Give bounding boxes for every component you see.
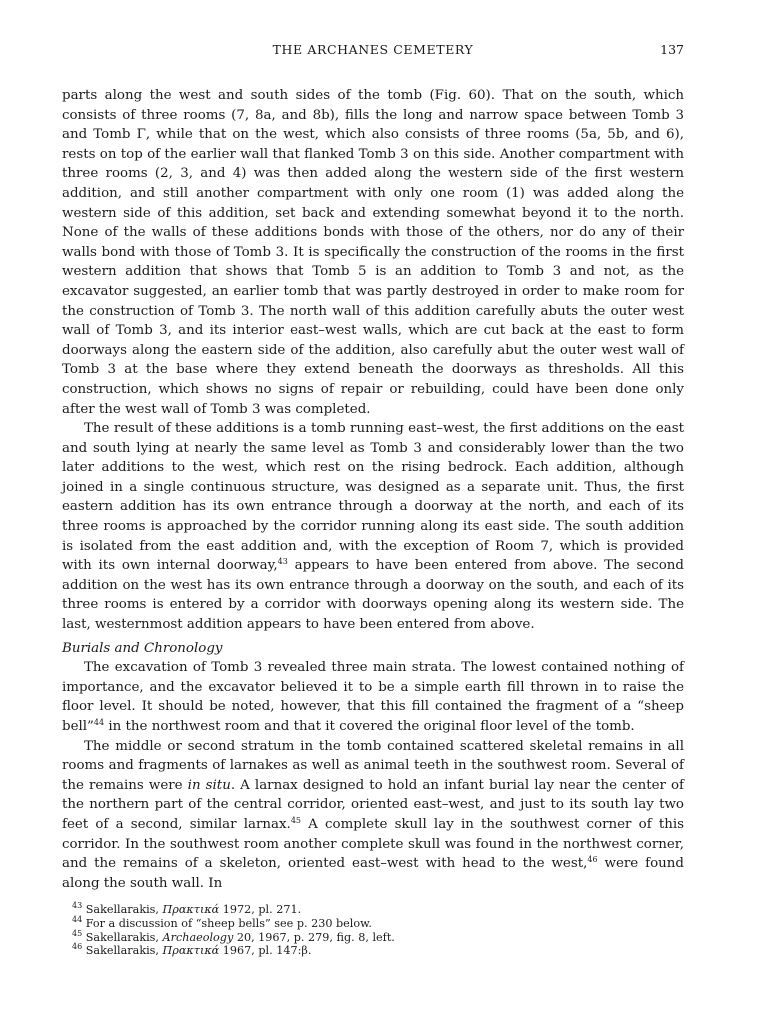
footnote-ref-45[interactable]: 45 xyxy=(290,815,301,825)
section-heading: Burials and Chronology xyxy=(62,640,223,656)
paragraph-2-text-b: appears to have been entered from above. The second addition on the west has its own entrance through a doorway on the south, and each of its three rooms is entered by a corridor with doorways opening along its western side. The last, westernmost addition appears to have been entered from above. xyxy=(62,558,685,633)
footnote-text: 1972, pl. 271. xyxy=(219,903,302,917)
paragraph-3 xyxy=(62,658,684,736)
paragraph-3-text-a: The excavation of Tomb 3 revealed three main strata. The lowest contained nothing of importance, and the excavator believed it to be a simple earth fill thrown in to raise the floor level. It should be noted, however, that this fill contained the fragment of a “sheep bell” xyxy=(62,660,684,734)
footnote-text: 1967, pl. 147:β. xyxy=(219,944,312,958)
footnote-text: 20, 1967, p. 279, fig. 8, left. xyxy=(233,930,395,944)
footnote-45 xyxy=(62,928,684,945)
footnote-43 xyxy=(62,903,684,917)
running-header xyxy=(62,40,684,62)
paragraph-4-text-a: The middle or second stratum in the tomb contained scattered skeletal remains in all rooms and fragments of larnakes as well as animal teeth in the southwest room. Several of the remains were xyxy=(62,738,684,793)
running-title: THE ARCHANES CEMETERY xyxy=(272,42,474,57)
paragraph-4-text-b: . A larnax designed to hold an infant burial lay near the center of the northern part of the central corridor, oriented east–west, and just to its south lay two feet of a second, similar larnax. xyxy=(62,777,684,832)
page-number: 137 xyxy=(660,42,684,57)
footnote-46 xyxy=(62,944,684,958)
footnotes xyxy=(62,903,684,957)
footnote-text: For a discussion of “sheep bells” see p. 230 below. xyxy=(82,916,372,930)
paragraph-2-text-a: The result of these additions is a tomb running east–west, the first additions on the east and south lying at nearly the same level as Tomb 3 and considerably lower than the two later additions to the west, which rest on the rising bedrock. Each addition, although joined in a single continuous structure, was designed as a separate unit. Thus, the first eastern addition has its own entrance through a doorway at the north, and each of its three rooms is approached by the corridor running along its east side. The south addition is isolated from the east addition and, with the exception of Room 7, which is provided with its own internal doorway, xyxy=(62,421,684,574)
footnote-text: Sakellarakis, xyxy=(82,903,163,917)
book-page xyxy=(62,40,684,958)
footnote-number: 45 xyxy=(72,928,83,938)
body-text xyxy=(62,86,684,893)
paragraph-4-text-d: were found along the south wall. In xyxy=(62,856,684,891)
paragraph-4-text-c: A complete skull lay in the southwest corner of this corridor. In the southwest room another complete skull was found in the northwest corner, and the remains of a skeleton, oriented east–west with head to the west, xyxy=(62,816,684,872)
footnote-italic: Πρακτικά xyxy=(162,903,220,917)
footnote-number: 46 xyxy=(72,942,83,952)
footnote-ref-44[interactable]: 44 xyxy=(93,718,105,727)
footnote-ref-46[interactable]: 46 xyxy=(587,855,598,865)
paragraph-4 xyxy=(62,737,684,894)
footnote-italic: Πρακτικά xyxy=(162,944,220,958)
paragraph-2 xyxy=(62,419,684,635)
paragraph-3-text-b: in the northwest room and that it covered the original floor level of the tomb. xyxy=(104,719,635,734)
footnote-number: 44 xyxy=(72,914,83,924)
footnote-ref-43[interactable]: 43 xyxy=(277,557,288,567)
footnote-text: Sakellarakis, xyxy=(82,930,163,944)
footnote-text: Sakellarakis, xyxy=(82,944,163,958)
paragraph-1: parts along the west and south sides of the tomb (Fig. 60). That on the south, which consists of three rooms (7, 8a, and 8b), fills the long and narrow space between Tomb 3 and Tomb Γ, while that on the west, which also consists of three rooms (5a, 5b, and 6), rests on top of the earlier wall that flanked Tomb 3 on this side. Another compartment with three rooms (2, 3, and 4) was then added along the western side of the first western addition, and still another compartment with only one room (1) was added along the western side of this addition, set back and extending somewhat beyond it to the north. None of the walls of these additions bonds with those of the others, nor do any of their walls bond with those of Tomb 3. It is specifically the construction of the rooms in the first western addition that shows that Tomb 5 is an addition to Tomb 3 and not, as the excavator suggested, an earlier tomb that was partly destroyed in order to make room for the construction of Tomb 3. The north wall of this addition carefully abuts the outer west wall of Tomb 3, and its interior east–west walls, which are cut back at the east to form doorways along the eastern side of the addition, also carefully abut the outer west wall of Tomb 3 at the base where they extend beneath the doorways as thresholds. All this construction, which shows no signs of repair or rebuilding, could have been done only after the west wall of Tomb 3 was completed. xyxy=(62,88,684,417)
footnote-number: 43 xyxy=(72,901,83,911)
paragraph-4-italic: in situ xyxy=(187,777,231,793)
footnote-44 xyxy=(62,914,684,931)
footnote-italic: Archaeology xyxy=(162,930,234,944)
